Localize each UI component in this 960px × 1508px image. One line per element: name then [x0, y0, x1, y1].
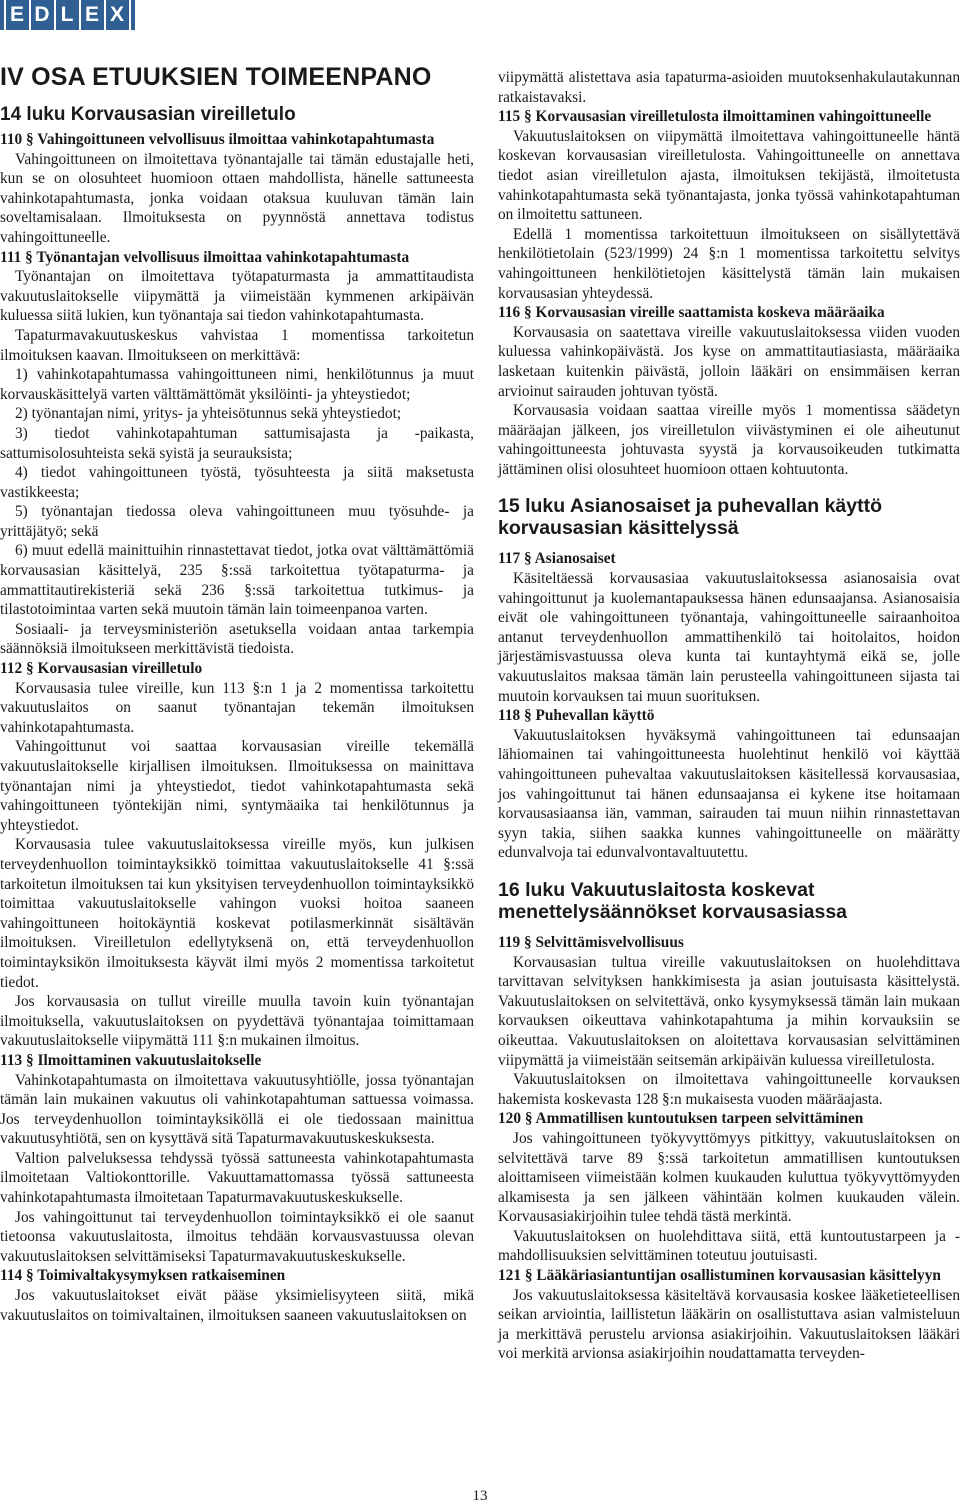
section-heading: 112 § Korvausasian vireilletulo	[0, 660, 203, 678]
chapter-title: 15 luku Asianosaiset ja puhevallan käyttö korvausasian käsittelyssä	[498, 495, 883, 540]
paragraph: Sosiaali- ja terveysministeriön asetuksella voidaan antaa tarkempia säännöksiä ilmoitukseen merkittävistä tiedoista.	[0, 620, 474, 658]
chapter-title: 16 luku Vakuutuslaitosta koskevat menettelysäännökset korvausasiassa	[498, 878, 848, 923]
paragraph: Työnantajan on ilmoitettava työtapaturmasta ja ammattitaudista vakuutuslaitokselle viipymättä ja viimeistään kymmenen arkipäivän kuluessa siitä lukien, kun työnantaja sai tiedon vahinkotapahtumasta.	[0, 268, 474, 325]
logo-bar-left	[0, 0, 4, 30]
paragraph: Vahingoittuneen on ilmoitettava työnantajalle tai tämän edustajalle heti, kun se on olosuhteet huomioon ottaen mahdollista, hänelle sattuneesta vahinkotapahtumasta, jonka voidaan otaksua kuuluvan tämän lain soveltamisalaan. Ilmoituksesta on pyynnöstä annettava todistus vahingoittuneelle.	[0, 150, 474, 246]
paragraph: Korvausasian tultua vireille vakuutuslaitoksen on huolehdittava tarvittavan selvityksen hankkimisesta ja asian joutuisasta käsittelystä. Vakuutuslaitoksen on selvitettävä, onko kysymyksessä tämän lain mukaan korvauksen oikeuttava vahinkotapahtuma ja mihin korvauksiin se oikeuttaa. Vakuutuslaitoksen on aloitettava korvausasian selvittäminen viipymättä ja viimeistään seitsemän arkipäivän kuluessa vireilletulosta.	[498, 953, 960, 1069]
logo-letter: D	[31, 0, 54, 30]
left-column-body	[0, 130, 474, 1325]
logo-letter: E	[81, 0, 104, 30]
paragraph: Jos korvausasia on tullut vireille muulla tavoin kuin työnantajan ilmoituksella, vakuutuslaitoksen on pyydettävä työnantajaa toimittamaan vakuutuslaitokselle viipymättä 111 §:n mukainen ilmoitus.	[0, 993, 474, 1050]
logo-letter: L	[56, 0, 79, 30]
chapter-title: 14 luku Korvausasian vireilletulo	[0, 104, 296, 125]
section-heading: 120 § Ammatillisen kuntoutuksen tarpeen selvittäminen	[498, 1110, 864, 1128]
paragraph: Jos vakuutuslaitoksessa käsiteltävä korvausasia koskee lääketieteellisen seikan arviointia, laillistetun lääkärin on osallistuttava asian valmisteluun ja merkittävä perustelu arvionsa asiakirjoihin. Vakuutuslaitoksen lääkäri voi merkitä arvionsa asiakirjoihin noudattamatta terveyden-	[498, 1286, 960, 1363]
logo-letter: E	[6, 0, 29, 30]
section-heading: 111 § Työnantajan velvollisuus ilmoittaa vahinkotapahtumasta	[0, 248, 410, 266]
paragraph: Vakuutuslaitoksen on viipymättä ilmoitettava vahingoittuneelle häntä koskevan korvausasian vireilletulosta. Vahingoittuneelle on annettava tiedot asian vireilletulon ajasta, ilmoituksen tekijästä, ilmoitetusta vahinkotapahtumasta sekä työnantajasta, jonka työssä vahinkotapahtuman on ilmoitettu sattuneen.	[498, 127, 960, 224]
logo-letter: X	[106, 0, 129, 30]
paragraph: Valtion palveluksessa tehdyssä työssä sattuneesta vahinkotapahtumasta ilmoitetaan Valtiokonttorille. Vakuuttamattomassa työssä sattuneesta vahinkotapahtumasta ilmoitetaan Tapaturmavakuutuskeskukselle.	[0, 1149, 474, 1207]
paragraph: Tapaturmavakuutuskeskus vahvistaa 1 momentissa tarkoitetun ilmoituksen kaavan. Ilmoitukseen on merkittävä:	[0, 326, 474, 364]
paragraph: Jos vahingoittuneen työkyvyttömyys pitkittyy, vakuutuslaitoksen on selvitettävä tarve 89 §:ssä tarkoitetun ammatillisen kuntoutuksen aloittamiseen viimeistään kolmen kuukauden kuluttua työkyvyttömyyden alkamisesta ja sen jälkeen vähintään kolmen kuukauden välein. Korvausasiakirjoihin tulee tehdä tästä merkintä.	[498, 1129, 960, 1226]
section-heading: 119 § Selvittämisvelvollisuus	[498, 933, 684, 951]
right-column-body	[498, 68, 960, 1364]
section-heading: 110 § Vahingoittuneen velvollisuus ilmoittaa vahinkotapahtumasta	[0, 131, 435, 148]
paragraph: Edellä 1 momentissa tarkoitettuun ilmoitukseen on sisällytettävä henkilötietolain (523/1999) 24 §:n 1 momentissa tarkoitettu selvitys vahingoittuneen henkilötietojen käsittelystä tämän lain mukaisen korvausasian yhteydessä.	[498, 225, 960, 302]
logo-bar-right	[131, 0, 135, 30]
paragraph: 1) vahinkotapahtumassa vahingoittuneen nimi, henkilötunnus ja muut korvauskäsittelyä varten välttämättömät yksilöinti- ja yhteystiedot;	[0, 366, 474, 403]
paragraph: Korvausasia voidaan saattaa vireille myös 1 momentissa säädetyn määräajan jälkeen, jos vireilletulon viivästyminen ei ole aiheutunut vahingoittuneesta johtuvasta syystä ja korvausoikeuden tutkimatta jättäminen olisi olosuhteet huomioon ottaen kohtuutonta.	[498, 402, 960, 478]
paragraph: Vahingoittunut voi saattaa korvausasian vireille tekemällä vakuutuslaitokselle kirjallisen ilmoituksen. Ilmoituksessa on mainittava työnantajan nimi ja yhteystiedot, tiedot vahinkotapahtumasta sekä vahingoittuneen työntekijän nimi, syntymäaika tai henkilötunnus ja yhteystiedot.	[0, 738, 474, 834]
section-heading: 116 § Korvausasian vireille saattamista koskeva määräaika	[498, 304, 885, 322]
paragraph: Korvausasia on saatettava vireille vakuutuslaitoksessa viiden vuoden kuluessa vahinkopäivästä. Jos kyse on ammattitautiasiasta, määräaika lasketaan kuitenkin päivästä, jolloin lääkäri on ensimmäisen kerran arvioinut sairauden johtuvan työstä.	[498, 323, 960, 400]
section-heading: 117 § Asianosaiset	[498, 550, 616, 568]
paragraph: Jos vahingoittunut tai terveydenhuollon toimintayksikkö ei ole saanut tietoonsa vakuutuslaitosta, ilmoitus tehdään korvausvastuussa olevan vakuutuslaitoksen selvittämiseksi Tapaturmavakuutuskeskukselle.	[0, 1208, 474, 1265]
edilex-logo	[0, 0, 137, 30]
paragraph: Korvausasia tulee vakuutuslaitoksessa vireille myös, kun julkisen terveydenhuollon toimintayksikkö toimittaa vakuutuslaitokselle 41 §:ssä tarkoitetun ilmoituksen tai kun yksityisen terveydenhuollon toimintayksikkö toimittaa vakuutuslaitokselle vahingon vuoksi hoitoa saaneen vahingoittuneen hoitokäyntiä koskevat potilasmerkinnät sisältävän ilmoituksen. Vireilletulon edellytyksenä on, että terveydenhuollon toimintayksikön ilmoituksesta käyvät ilmi myös 2 momentissa tarkoitetut tiedot.	[0, 836, 474, 991]
paragraph: Vakuutuslaitoksen on huolehdittava siitä, että kuntoutustarpeen ja -mahdollisuuksien selvittäminen toteutuu joutuisasti.	[498, 1227, 960, 1265]
left-column	[0, 62, 474, 1325]
paragraph: 3) tiedot vahinkotapahtuman sattumisajasta ja -paikasta, sattumisolosuhteista sekä syistä ja seurauksista;	[0, 424, 474, 462]
paragraph: 4) tiedot vahingoittuneen työstä, työsuhteesta ja siitä maksetusta vastikkeesta;	[0, 464, 474, 501]
section-heading: 114 § Toimivaltakysymyksen ratkaiseminen	[0, 1267, 286, 1285]
paragraph: Korvausasia tulee vireille, kun 113 §:n 1 ja 2 momentissa tarkoitettu vakuutuslaitos on saanut työnantajan tekemän ilmoituksen vahinkotapahtumasta.	[0, 679, 474, 736]
page-number: 13	[472, 1488, 488, 1504]
paragraph: Käsiteltäessä korvausasiaa vakuutuslaitoksessa asianosaisia ovat vahingoittunut ja kuolemantapauksessa hänen edunsaajansa. Asianosaisia eivät ole vahingoittuneen työnantaja, vahingoittuneelle sairaanhoitoa antanut terveydenhuollon ammattihenkilö tai hoitolaitos, hoidon järjestämisvastuussa oleva kunta tai kuntayhtymä eikä se, jolle vakuutuslaitos maksaa tämän lain perusteella vahingoittuneen sijasta tai muutoin korvauksen tai muun suorituksen.	[498, 570, 960, 705]
paragraph: Vakuutuslaitoksen on ilmoitettava vahingoittuneelle korvauksen hakemista koskevasta 128 §:n mukaisesta vuoden määräajasta.	[498, 1071, 960, 1108]
paragraph: Vakuutuslaitoksen hyväksymä vahingoittuneen tai edunsaajan lähiomainen tai vahingoittuneesta huolehtinut henkilö voi käyttää vahingoittuneen puhevaltaa vakuutuslaitoksen käsitellessä korvausasiaa, jos vahingoittunut tai hänen edunsaajansa ei kykene itse hoitamaan korvausasiaansa iän, vamman, sairauden tai muun niihin rinnastettavan syyn takia, siihen saakka kunnes vahingoittuneelle on määrätty edunvalvoja tai edunvalvontavaltuutettu.	[498, 726, 960, 862]
paragraph: 5) työnantajan tiedossa oleva vahingoittuneen muu työsuhde- ja yrittäjätyö; sekä	[0, 503, 474, 540]
section-heading: 113 § Ilmoittaminen vakuutuslaitokselle	[0, 1051, 262, 1069]
paragraph: 2) työnantajan nimi, yritys- ja yhteisötunnus sekä yhteystiedot;	[15, 405, 402, 423]
part-title: IV OSA ETUUKSIEN TOIMEENPANO	[0, 63, 432, 91]
section-heading: 115 § Korvausasian vireilletulosta ilmoittaminen vahingoittuneelle	[498, 108, 932, 126]
section-heading: 121 § Lääkäriasiantuntijan osallistuminen korvausasian käsittelyyn	[498, 1267, 941, 1285]
paragraph: 6) muut edellä mainittuihin rinnastettavat tiedot, jotka ovat välttämättömiä korvausasian käsittelyä, 235 §:ssä tarkoitettua työtapaturma- ja ammattitautirekisteriä sekä 236 §:ssä tarkoitettua tutkimus- ja tilastotoimintaa varten sekä muutoin tämän lain toimeenpanoa varten.	[0, 542, 474, 619]
paragraph: Jos vakuutuslaitokset eivät pääse yksimielisyyteen siitä, mikä vakuutuslaitos on toimivaltainen, ilmoituksen saaneen vakuutuslaitoksen on	[0, 1287, 474, 1324]
paragraph: Vahinkotapahtumasta on ilmoitettava vakuutusyhtiölle, jossa työnantajan tämän lain mukainen vakuutus oli vahinkotapahtuman sattuessa voimassa. Jos terveydenhuollon toimintayksiköllä ei ole tiedossaan mainittua vakuutusyhtiötä, sen on kysyttävä sitä Tapaturmavakuutuskeskuksesta.	[0, 1071, 474, 1148]
paragraph: viipymättä alistettava asia tapaturma-asioiden muutoksenhakulautakunnan ratkaistavaksi.	[498, 69, 960, 106]
right-column	[498, 68, 960, 1364]
section-heading: 118 § Puhevallan käyttö	[498, 707, 655, 725]
